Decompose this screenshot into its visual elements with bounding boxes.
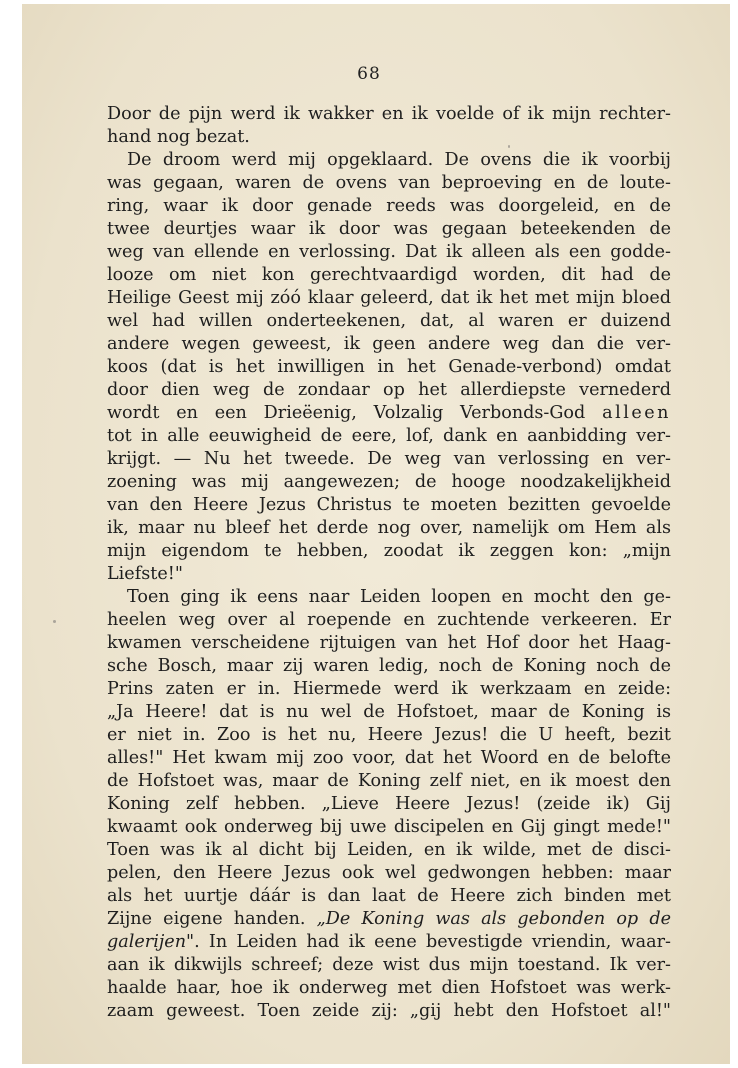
- text-line: [107, 540, 671, 563]
- text-line: [107, 494, 671, 517]
- text-line: [107, 126, 671, 149]
- text-line: [107, 356, 671, 379]
- text-line: [107, 149, 671, 172]
- text-line: [107, 632, 671, 655]
- text-line: [107, 471, 671, 494]
- text-line: [107, 310, 671, 333]
- text-line: [107, 172, 671, 195]
- text-run: De droom werd mij opgeklaard. De ovens die ik voorbij: [127, 150, 671, 170]
- text-line: [107, 218, 671, 241]
- text-line: [107, 977, 671, 1000]
- text-run: weg van ellende en verlossing. Dat ik alleen als een godde-: [107, 242, 671, 262]
- text-run: door dien weg de zondaar op het allerdiepste vernederd: [107, 380, 671, 400]
- text-line: [107, 103, 671, 126]
- text-line: [107, 517, 671, 540]
- text-line: [107, 862, 671, 885]
- text-line: [107, 954, 671, 977]
- text-run: „Ja Heere! dat is nu wel de Hofstoet, maar de Koning is: [107, 702, 671, 722]
- text-run: Heilige Geest mij zóó klaar geleerd, dat ik het met mijn bloed: [107, 288, 671, 308]
- text-line: [107, 402, 671, 425]
- text-line: [107, 908, 671, 931]
- text-run: de Hofstoet was, maar de Koning zelf niet, en ik moest den: [107, 771, 671, 791]
- text-line: [107, 333, 671, 356]
- text-line: [107, 701, 671, 724]
- text-run: twee deurtjes waar ik door was gegaan beteekenden de: [107, 219, 671, 239]
- text-line: [107, 379, 671, 402]
- text-line: [107, 586, 671, 609]
- text-run: Toen was ik al dicht bij Leiden, en ik wilde, met de disci-: [107, 840, 671, 860]
- text-run: mijn eigendom te hebben, zoodat ik zeggen kon: „mijn: [107, 541, 671, 561]
- text-run: haalde haar, hoe ik onderweg met dien Hofstoet was werk-: [107, 978, 671, 998]
- page-number: 68: [357, 64, 381, 84]
- text-run: was gegaan, waren de ovens van beproeving en de loute-: [107, 173, 671, 193]
- emphasis-text: „De Koning was als gebonden op de: [316, 909, 671, 929]
- text-line: [107, 747, 671, 770]
- text-line: [107, 195, 671, 218]
- text-run: alles!" Het kwam mij zoo voor, dat het Woord en de belofte: [107, 748, 671, 768]
- text-run: Door de pijn werd ik wakker en ik voelde of ik mijn rechter-: [107, 104, 671, 124]
- text-run: Liefste!": [107, 564, 183, 584]
- text-run: sche Bosch, maar zij waren ledig, noch de Koning noch de: [107, 656, 671, 676]
- text-run: zaam geweest. Toen zeide zij: „gij hebt den Hofstoet al!": [107, 1001, 671, 1021]
- text-run: aan ik dikwijls schreef; deze wist dus mijn toestand. Ik ver-: [107, 955, 671, 975]
- text-run: wordt en een Drieëenig, Volzalig Verbonds-God: [107, 403, 603, 423]
- text-line: [107, 931, 671, 954]
- text-run: Prins zaten er in. Hiermede werd ik werkzaam en zeide:: [107, 679, 671, 699]
- text-run: van den Heere Jezus Christus te moeten bezitten gevoelde: [107, 495, 671, 515]
- text-run: tot in alle eeuwigheid de eere, lof, dank en aanbidding ver-: [107, 426, 671, 446]
- text-line: [107, 1000, 671, 1023]
- text-line: [107, 264, 671, 287]
- text-run: hand nog bezat.: [107, 127, 250, 147]
- text-run: als het uurtje dáár is dan laat de Heere zich binden met: [107, 886, 671, 906]
- text-line: [107, 287, 671, 310]
- text-run: Zijne eigene handen.: [107, 909, 317, 929]
- scan-margin: [730, 0, 738, 1068]
- text-run: ik, maar nu bleef het derde nog over, namelijk om Hem als: [107, 518, 671, 538]
- text-run: koos (dat is het inwilligen in het Genade-verbond) omdat: [107, 357, 671, 377]
- text-line: [107, 563, 671, 586]
- text-line: [107, 425, 671, 448]
- text-line: [107, 609, 671, 632]
- text-run: pelen, den Heere Jezus ook wel gedwongen hebben: maar: [107, 863, 671, 883]
- text-line: [107, 448, 671, 471]
- text-run: kwaamt ook onderweg bij uwe discipelen en Gij gingt mede!": [107, 817, 671, 837]
- text-run: Toen ging ik eens naar Leiden loopen en mocht den ge-: [127, 587, 671, 607]
- text-line: [107, 241, 671, 264]
- text-line: [107, 678, 671, 701]
- paper-speck: [53, 620, 56, 623]
- text-line: [107, 655, 671, 678]
- body-text: [107, 103, 671, 1023]
- text-line: [107, 770, 671, 793]
- text-run: . In Leiden had ik eene bevestigde vriendin, waar-: [194, 932, 671, 952]
- spaced-text: alleen: [602, 403, 671, 423]
- text-run: ring, waar ik door genade reeds was doorgeleid, en de: [107, 196, 671, 216]
- text-run: andere wegen geweest, ik geen andere weg dan die ver-: [107, 334, 671, 354]
- text-line: [107, 839, 671, 862]
- text-run: kwamen verscheidene rijtuigen van het Hof door het Haag-: [107, 633, 671, 653]
- text-run: er niet in. Zoo is het nu, Heere Jezus! die U heeft, bezit: [107, 725, 671, 745]
- text-line: [107, 885, 671, 908]
- text-run: Koning zelf hebben. „Lieve Heere Jezus! (zeide ik) Gij: [107, 794, 671, 814]
- text-run: wel had willen onderteekenen, dat, al waren er duizend: [107, 311, 671, 331]
- text-run: heelen weg over al roepende en zuchtende verkeeren. Er: [107, 610, 671, 630]
- text-run: krijgt. — Nu het tweede. De weg van verlossing en ver-: [107, 449, 671, 469]
- text-line: [107, 793, 671, 816]
- text-line: [107, 816, 671, 839]
- emphasis-text: galerijen": [107, 932, 195, 952]
- text-line: [107, 724, 671, 747]
- text-run: zoening was mij aangewezen; de hooge noodzakelijkheid: [107, 472, 671, 492]
- text-run: looze om niet kon gerechtvaardigd worden, dit had de: [107, 265, 671, 285]
